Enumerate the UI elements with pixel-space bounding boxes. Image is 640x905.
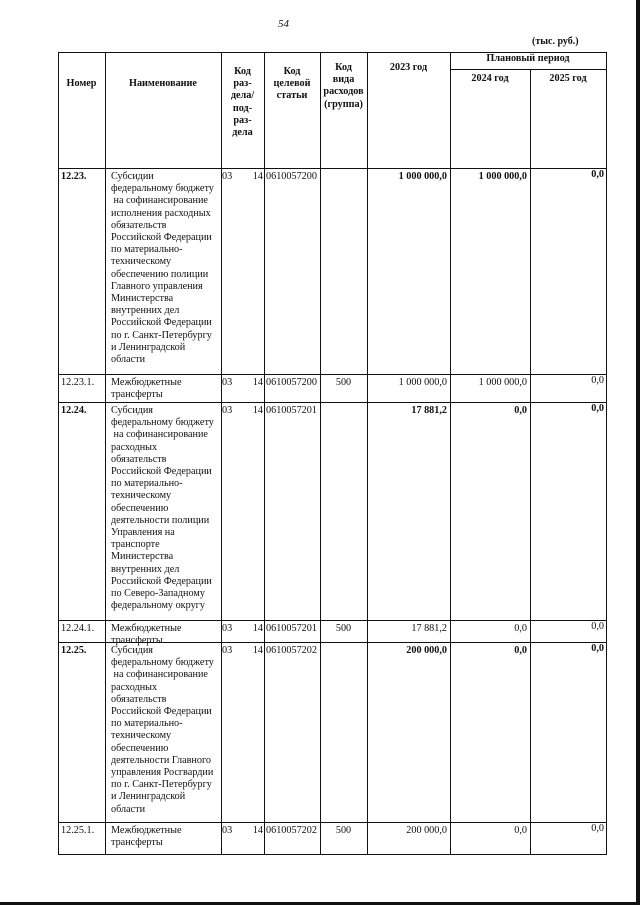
row-number: 12.23.1. xyxy=(61,377,95,388)
row-expense-type: 500 xyxy=(335,377,352,388)
row-2023-value: 17 881,2 xyxy=(411,405,447,416)
column-border xyxy=(606,52,607,855)
row-2025-value: 0,0 xyxy=(591,643,604,654)
row-2025-value: 0,0 xyxy=(591,169,604,180)
column-border xyxy=(264,52,265,855)
row-border xyxy=(58,402,606,403)
header-2024: 2024 год xyxy=(471,73,509,84)
row-2024-value: 1 000 000,0 xyxy=(478,377,527,388)
header-target-code: Код целевой статьи xyxy=(273,66,311,102)
units-label: (тыс. руб.) xyxy=(532,36,579,47)
header-section-code: Код раз- дела/ под- раз- дела xyxy=(230,66,255,139)
row-section: 03 xyxy=(222,171,233,182)
column-border xyxy=(105,52,106,855)
row-border xyxy=(58,620,606,621)
row-expense-type: 500 xyxy=(335,825,352,836)
header-expense-type: Код вида расходов (группа) xyxy=(323,62,364,110)
column-border xyxy=(58,52,59,855)
row-2023-value: 200 000,0 xyxy=(406,825,447,836)
row-2023-value: 200 000,0 xyxy=(406,645,447,656)
row-name: Межбюджетные трансферты xyxy=(111,377,182,401)
row-section: 03 xyxy=(222,645,233,656)
row-section: 03 xyxy=(222,623,233,634)
row-border xyxy=(58,168,606,169)
row-target-code: 0610057200 xyxy=(266,171,317,182)
row-number: 12.25.1. xyxy=(61,825,95,836)
row-2024-value: 0,0 xyxy=(514,405,527,416)
row-target-code: 0610057201 xyxy=(266,623,317,634)
row-2023-value: 1 000 000,0 xyxy=(398,377,447,388)
row-2023-value: 17 881,2 xyxy=(411,623,447,634)
row-section: 03 xyxy=(222,825,233,836)
row-name: Субсидия федеральному бюджету на софинансирование расходных обязательств Российской Федерации по материально- техническому обеспечению деятельности Главного управления Росгвардии по г. Санкт-Петербургу и Ленинградской области xyxy=(111,645,214,815)
header-name: Наименование xyxy=(129,78,197,89)
row-subsection: 14 xyxy=(252,405,263,416)
row-number: 12.24. xyxy=(61,405,87,416)
row-target-code: 0610057202 xyxy=(266,825,317,836)
table-top-border xyxy=(58,52,606,53)
row-2023-value: 1 000 000,0 xyxy=(398,171,447,182)
row-subsection: 14 xyxy=(252,645,263,656)
scan-edge-right xyxy=(636,0,640,905)
row-subsection: 14 xyxy=(252,377,263,388)
header-2023: 2023 год xyxy=(389,62,428,73)
row-number: 12.25. xyxy=(61,645,87,656)
row-border xyxy=(58,822,606,823)
row-expense-type: 500 xyxy=(335,623,352,634)
header-planned-period: Плановый период xyxy=(486,53,570,64)
row-border xyxy=(58,374,606,375)
row-name: Межбюджетные трансферты xyxy=(111,623,182,647)
row-2024-value: 1 000 000,0 xyxy=(478,171,527,182)
planned-period-divider xyxy=(450,69,606,70)
row-2024-value: 0,0 xyxy=(514,825,527,836)
row-2024-value: 0,0 xyxy=(514,623,527,634)
row-name: Субсидия федеральному бюджету на софинансирование расходных обязательств Российской Федерации по материально- техническому обеспечению деятельности полиции Управления на транспорте Министерства внутренних дел Российской Федерации по Северо-Западному федеральному округу xyxy=(111,405,214,612)
row-name: Межбюджетные трансферты xyxy=(111,825,182,849)
row-subsection: 14 xyxy=(252,825,263,836)
row-subsection: 14 xyxy=(252,171,263,182)
row-2025-value: 0,0 xyxy=(591,621,604,632)
row-number: 12.23. xyxy=(61,171,87,182)
header-number: Номер xyxy=(66,78,97,89)
row-2024-value: 0,0 xyxy=(514,645,527,656)
page-number: 54 xyxy=(278,18,289,30)
row-subsection: 14 xyxy=(252,623,263,634)
row-section: 03 xyxy=(222,377,233,388)
row-number: 12.24.1. xyxy=(61,623,95,634)
column-border xyxy=(320,52,321,855)
row-target-code: 0610057202 xyxy=(266,645,317,656)
row-2025-value: 0,0 xyxy=(591,403,604,414)
row-target-code: 0610057201 xyxy=(266,405,317,416)
row-2025-value: 0,0 xyxy=(591,375,604,386)
row-2025-value: 0,0 xyxy=(591,823,604,834)
header-2025: 2025 год xyxy=(549,73,587,84)
column-border xyxy=(530,69,531,855)
row-section: 03 xyxy=(222,405,233,416)
row-name: Субсидии федеральному бюджету на софинансирование исполнения расходных обязательств Российской Федерации по материально- техническому обеспечению полиции Главного управления Министерства внутренних дел Российской Федерации по г. Санкт-Петербургу и Ленинградской области xyxy=(111,171,214,366)
row-target-code: 0610057200 xyxy=(266,377,317,388)
table-bottom-border xyxy=(58,854,606,855)
